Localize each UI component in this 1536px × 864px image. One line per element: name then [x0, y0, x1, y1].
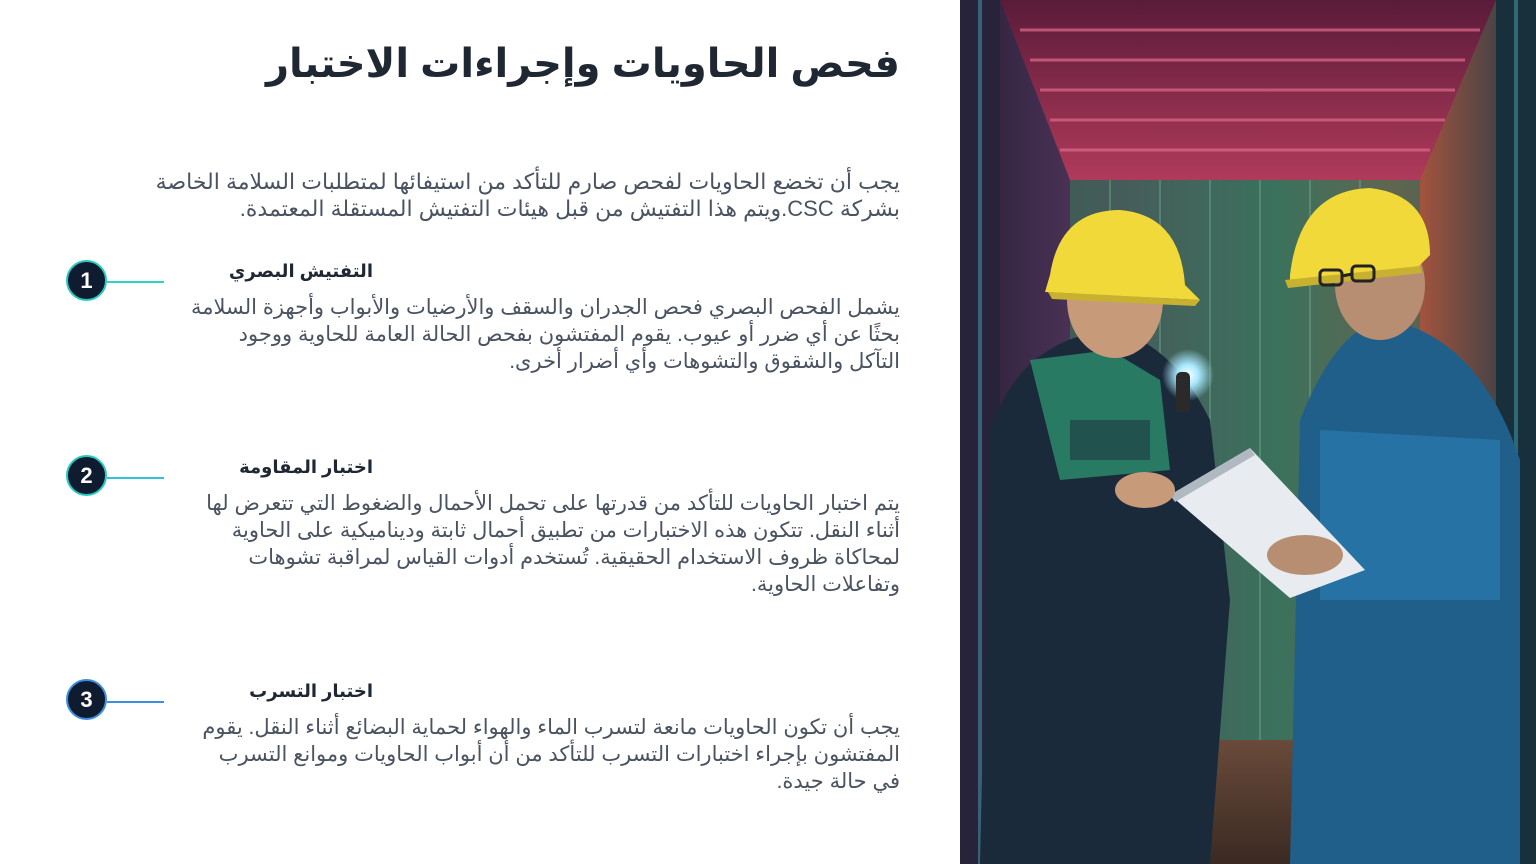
step-connector-line	[107, 701, 164, 703]
step-number-badge: 3	[66, 679, 107, 720]
step-number-badge: 1	[66, 260, 107, 301]
page-title: فحص الحاويات وإجراءات الاختبار	[266, 42, 900, 86]
step-number-badge: 2	[66, 455, 107, 496]
step-title: التفتيش البصري	[228, 261, 373, 281]
step-connector-line	[107, 477, 164, 479]
step-title: اختبار التسرب	[249, 681, 373, 701]
step-connector-line	[107, 281, 164, 283]
step-body: يشمل الفحص البصري فحص الجدران والسقف والأرضيات والأبواب وأجهزة السلامة بحثًا عن أي ضرر أو عيوب. يقوم المفتشون بفحص الحالة العامة للحاوية ووجود التآكل والشقوق والتشوهات وأي أضرار أخرى.	[191, 296, 900, 373]
step-body: يتم اختبار الحاويات للتأكد من قدرتها على تحمل الأحمال والضغوط التي تتعرض لها أثناء النقل. تتكون هذه الاختبارات من تطبيق أحمال ثابتة وديناميكية على الحاوية لمحاكاة ظروف الاستخدام الحقيقية. تُستخدم أدوات القياس لمراقبة تشوهات وتفاعلات الحاوية.	[206, 492, 900, 596]
inspectors-photo	[960, 0, 1536, 864]
step-body: يجب أن تكون الحاويات مانعة لتسرب الماء والهواء لحماية البضائع أثناء النقل. يقوم المفتشون بإجراء اختبارات التسرب للتأكد من أن أبواب الحاويات وموانع التسرب في حالة جيدة.	[202, 716, 900, 793]
step-title: اختبار المقاومة	[239, 457, 373, 477]
intro-paragraph: يجب أن تخضع الحاويات لفحص صارم للتأكد من استيفائها لمتطلبات السلامة الخاصة بشركة CSC.ويتم هذا التفتيش من قبل هيئات التفتيش المستقلة المعتمدة.	[155, 169, 900, 221]
